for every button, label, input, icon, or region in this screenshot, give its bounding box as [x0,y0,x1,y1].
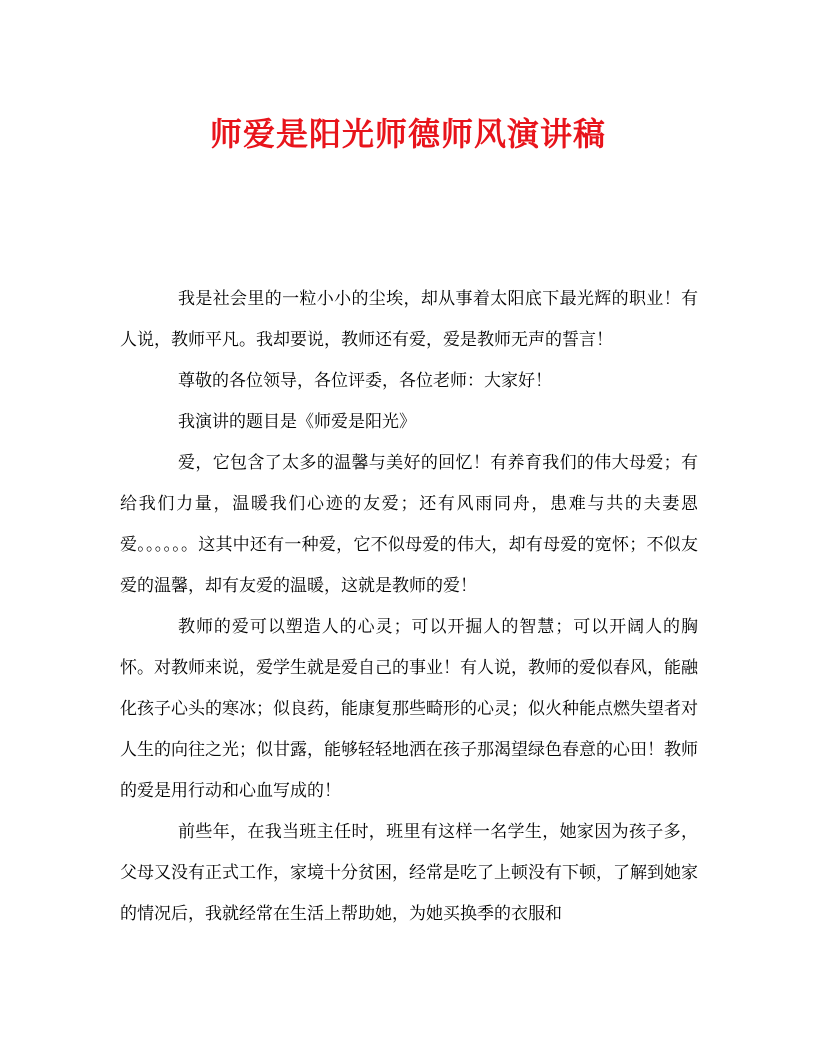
paragraph-love: 爱，它包含了太多的温馨与美好的回忆！有养育我们的伟大母爱；有给我们力量，温暖我们心迹的友爱；还有风雨同舟，患难与共的夫妻恩爱。。。。。。这其中还有一种爱，它不似母爱的伟大，却有母爱的宽怀；不似友爱的温馨，却有友爱的温暖，这就是教师的爱！ [120,453,698,596]
paragraph-teacher-love: 教师的爱可以塑造人的心灵；可以开掘人的智慧；可以开阔人的胸怀。对教师来说，爱学生就是爱自己的事业！有人说，教师的爱似春风，能融化孩子心头的寒冰；似良药，能康复那些畸形的心灵；似火种能点燃失望者对人生的向往之光；似甘露，能够轻轻地洒在孩子那渴望绿色春意的心田！教师的爱是用行动和心血写成的！ [120,617,698,801]
paragraph-intro: 我是社会里的一粒小小的尘埃，却从事着太阳底下最光辉的职业！有人说，教师平凡。我却要说，教师还有爱，爱是教师无声的誓言！ [120,289,698,350]
paragraph-greeting: 尊敬的各位领导，各位评委，各位老师：大家好！ [178,371,552,391]
paragraph-story: 前些年，在我当班主任时，班里有这样一名学生，她家因为孩子多，父母又没有正式工作，家境十分贫困，经常是吃了上顿没有下顿，了解到她家的情况后，我就经常在生活上帮助她，为她买换季的衣服和 [120,822,698,924]
paragraph-topic: 我演讲的题目是《师爱是阳光》 [178,412,416,432]
document-body [120,279,698,935]
document-title: 师爱是阳光师德师风演讲稿 [209,115,606,153]
